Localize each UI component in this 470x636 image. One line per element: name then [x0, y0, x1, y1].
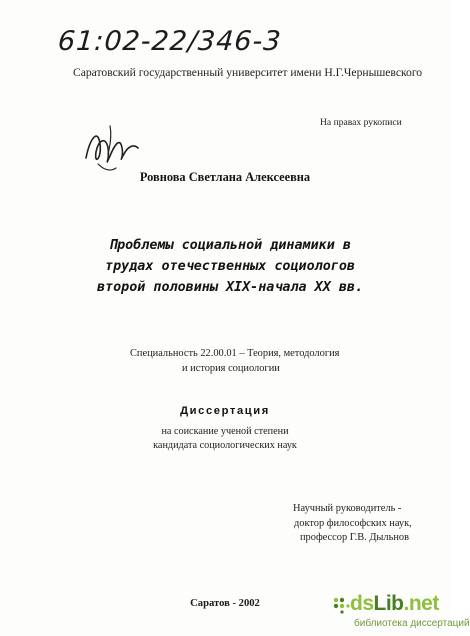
supervisor-block — [293, 502, 412, 546]
supervisor-line: профессор Г.В. Дыльнов — [300, 532, 409, 543]
watermark-brand — [350, 592, 439, 616]
handwritten-archive-code: 61:02-22/346-3 — [56, 26, 283, 57]
degree-line: кандидата социологических наук — [153, 440, 297, 451]
university-name: Саратовский государственный университет имени Н.Г.Чернышевского — [73, 66, 423, 79]
supervisor-line: Научный руководитель - — [293, 503, 402, 514]
dslib-watermark[interactable] — [330, 592, 470, 632]
author-name: Ровнова Светлана Алексеевна — [139, 170, 311, 184]
watermark-subtitle: библиотека диссертаций — [354, 618, 470, 629]
dissertation-heading: Диссертация — [180, 405, 270, 417]
degree-block — [0, 425, 450, 453]
city-year: Саратов - 2002 — [190, 598, 260, 609]
watermark-brand-part: .net — [403, 592, 439, 615]
title-line: трудах отечественных социологов — [105, 259, 355, 274]
watermark-brand-part: Lib — [373, 592, 404, 615]
dissertation-title — [60, 235, 400, 298]
degree-line: на соискание ученой степени — [161, 426, 289, 437]
dslib-logo-icon — [332, 596, 350, 614]
title-line: второй половины XIX-начала XX вв. — [96, 280, 364, 295]
handwritten-signature — [80, 118, 144, 178]
specialty-line: Специальность 22.00.01 – Теория, методология — [130, 348, 340, 359]
rights-note: На правах рукописи — [320, 117, 402, 128]
supervisor-line: доктор философских наук, — [294, 517, 412, 529]
watermark-brand-part: ds — [350, 592, 374, 615]
title-line: Проблемы социальной динамики в — [109, 238, 351, 253]
specialty-line: и история социологии — [182, 363, 280, 374]
specialty-block — [130, 346, 339, 376]
